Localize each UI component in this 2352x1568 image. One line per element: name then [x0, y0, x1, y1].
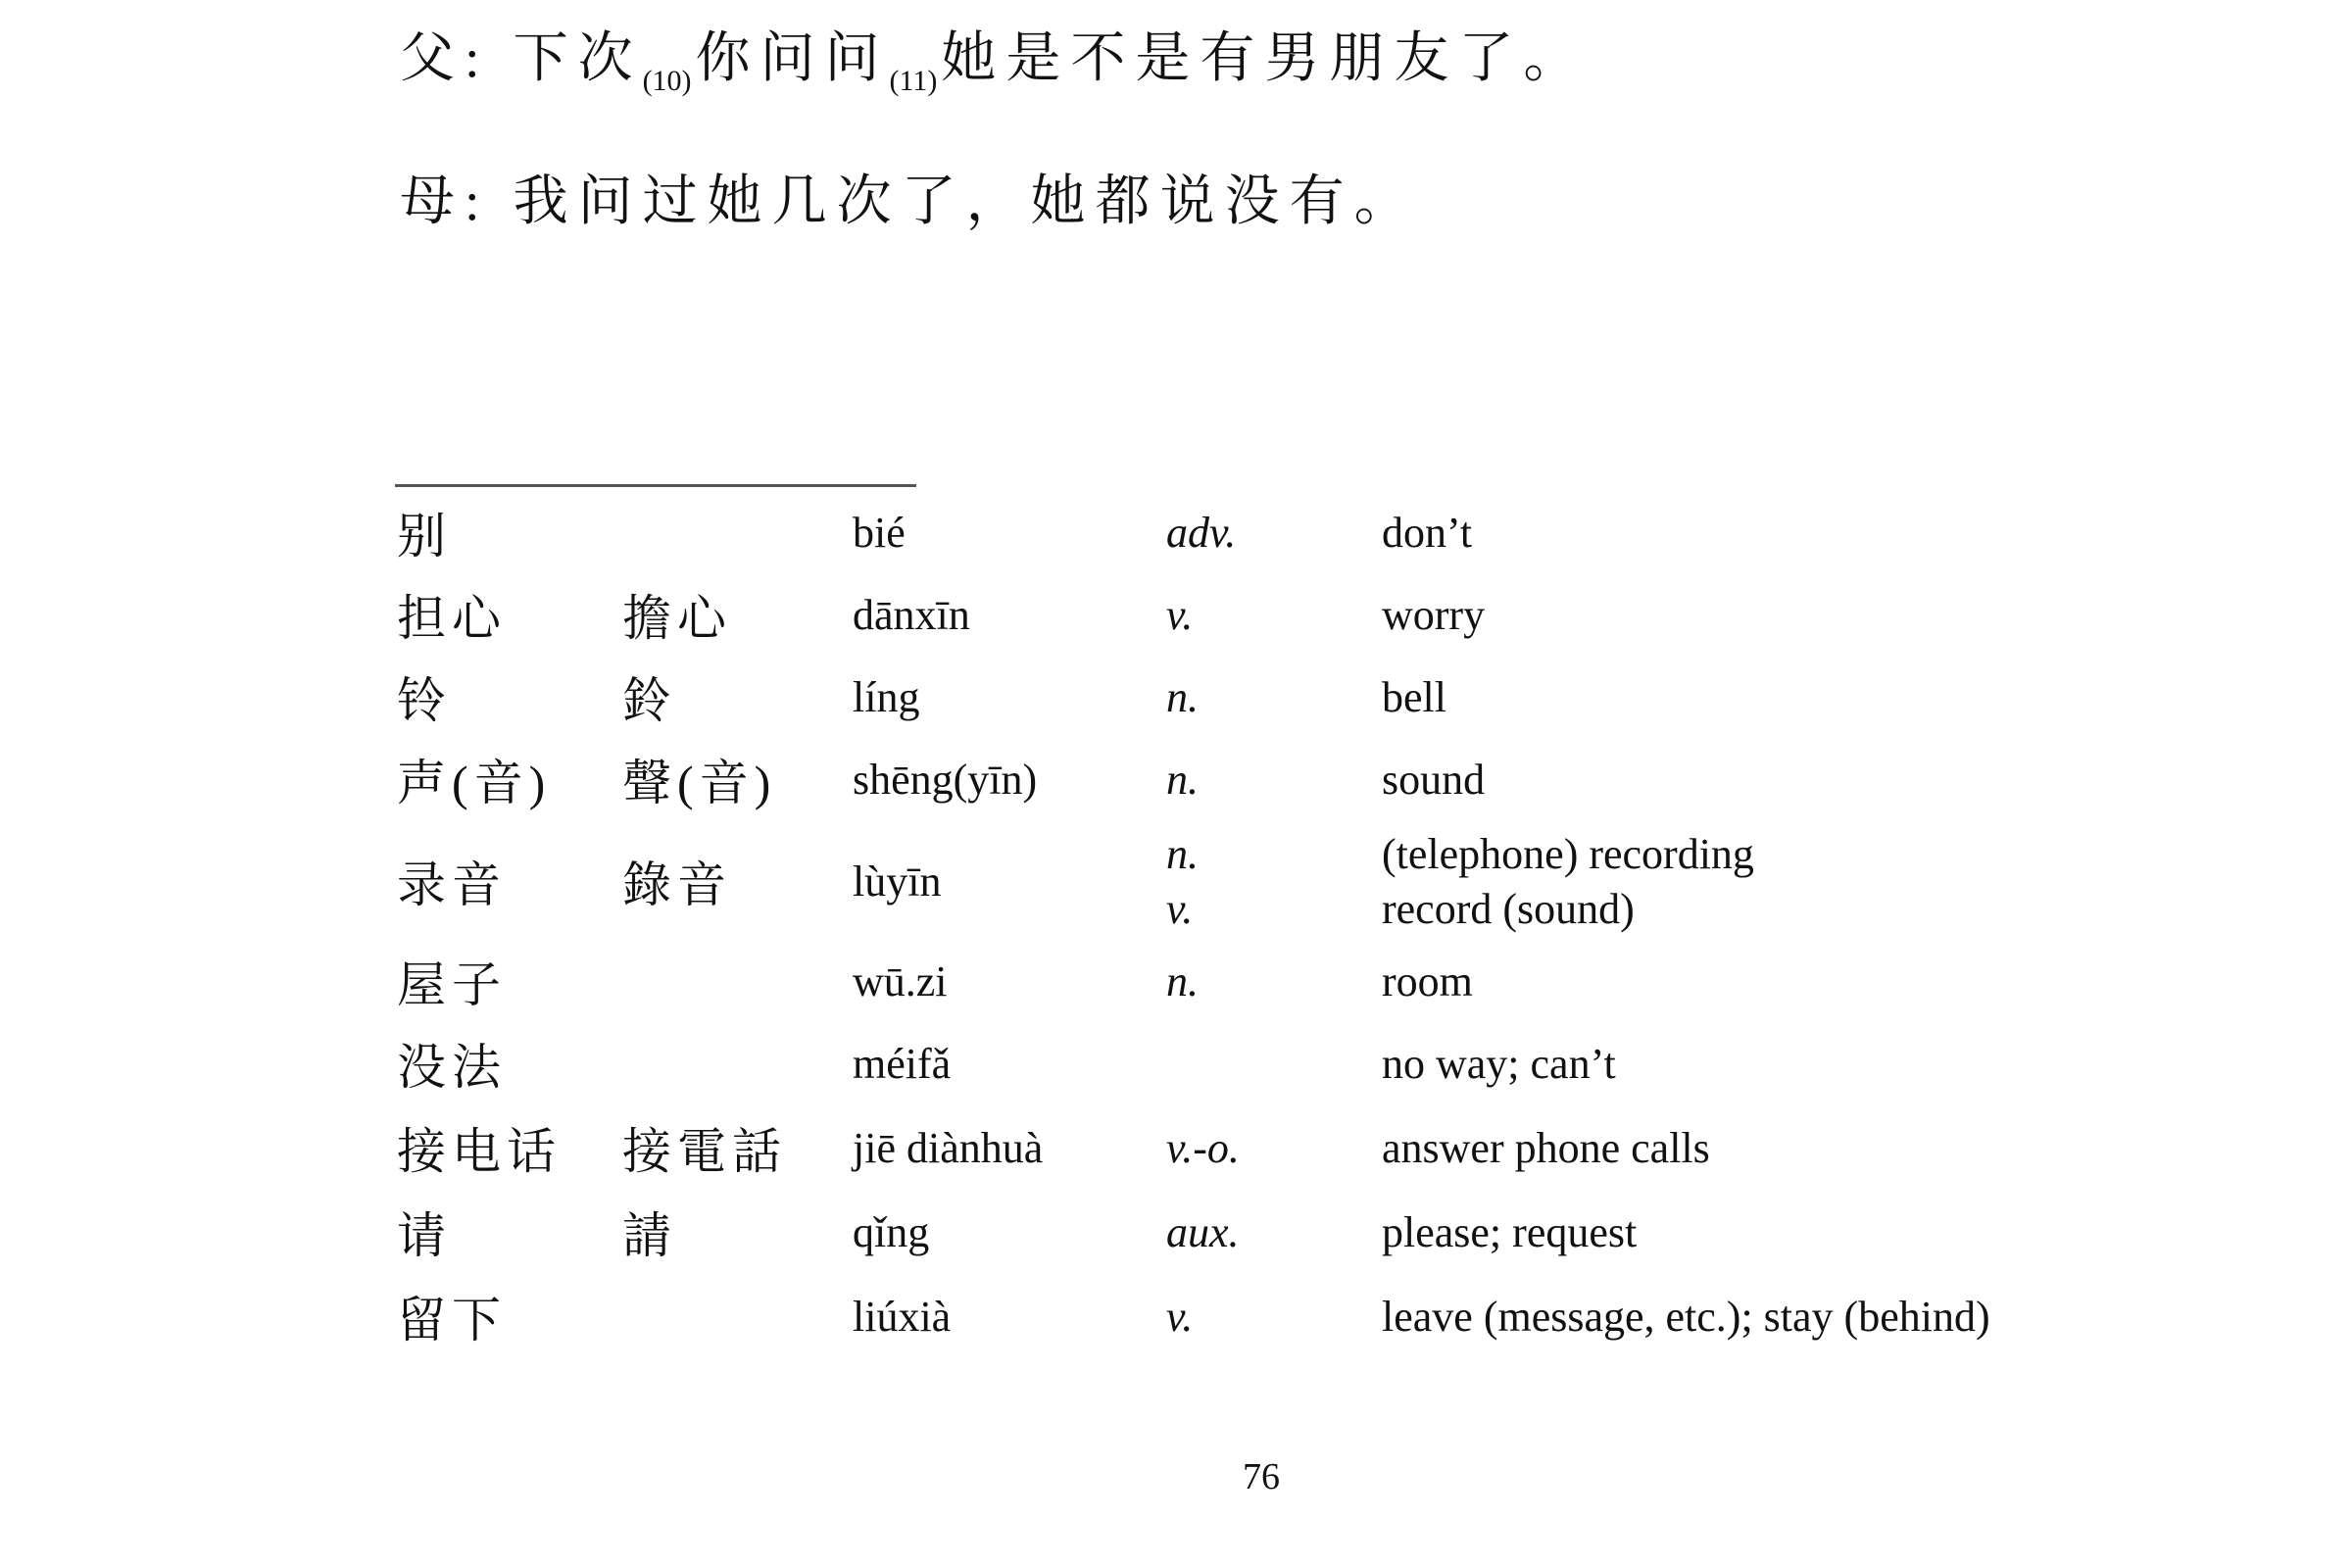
- pinyin: lùyīn: [853, 858, 942, 906]
- note-marker: (10): [642, 65, 692, 97]
- note-marker: (11): [889, 65, 938, 97]
- simplified-chars: 声(音): [397, 756, 552, 810]
- definition: [1382, 673, 1446, 731]
- definition: [1382, 830, 1754, 943]
- part-of-speech-item: v.: [1166, 885, 1194, 933]
- part-of-speech-item: v.-o.: [1166, 1124, 1240, 1172]
- simplified-chars: 请: [397, 1208, 452, 1263]
- part-of-speech-item: n.: [1166, 957, 1199, 1005]
- simplified-chars: 留下: [397, 1293, 507, 1348]
- traditional-chars: 錄音: [622, 858, 732, 912]
- part-of-speech: [1166, 673, 1199, 731]
- part-of-speech: [1166, 957, 1199, 1015]
- part-of-speech: [1166, 1293, 1194, 1350]
- traditional-chars: 接電話: [622, 1124, 787, 1179]
- vocabulary-divider: [395, 484, 916, 487]
- definition-item: leave (message, etc.); stay (behind): [1382, 1293, 1990, 1341]
- pinyin: qǐng: [853, 1208, 930, 1256]
- traditional-chars: 聲(音): [622, 756, 777, 810]
- definition-item: don’t: [1382, 509, 1473, 557]
- part-of-speech-item: n.: [1166, 673, 1199, 721]
- traditional-chars: 鈴: [622, 673, 677, 728]
- definition-item: no way; can’t: [1382, 1040, 1616, 1088]
- simplified-chars: 铃: [397, 673, 452, 728]
- definition: [1382, 957, 1473, 1015]
- pinyin: shēng(yīn): [853, 756, 1038, 804]
- speaker-label: 父: [400, 28, 465, 89]
- part-of-speech-item: v.: [1166, 591, 1194, 639]
- part-of-speech-item: adv.: [1166, 509, 1237, 557]
- part-of-speech-item: n.: [1166, 756, 1199, 804]
- definition: [1382, 1208, 1638, 1266]
- pinyin: bié: [853, 509, 906, 557]
- definition: [1382, 1293, 1990, 1350]
- part-of-speech-item: n.: [1166, 830, 1199, 878]
- part-of-speech: [1166, 1124, 1240, 1182]
- part-of-speech: [1166, 756, 1199, 813]
- definition: [1382, 1124, 1710, 1182]
- pinyin: méifǎ: [853, 1040, 952, 1088]
- dialogue-line-mother: [400, 172, 1419, 232]
- pinyin: liúxià: [853, 1293, 952, 1341]
- simplified-chars: 没法: [397, 1040, 507, 1095]
- speaker-label: 母: [400, 172, 465, 232]
- definition: [1382, 509, 1473, 566]
- definition-item: worry: [1382, 591, 1486, 639]
- traditional-chars: 擔心: [622, 591, 732, 646]
- dialogue-text: 她是不是有男朋友了。: [941, 28, 1589, 89]
- simplified-chars: 屋子: [397, 957, 507, 1012]
- definition-item: sound: [1382, 756, 1486, 804]
- part-of-speech-item: v.: [1166, 1293, 1194, 1341]
- definition-item: record (sound): [1382, 885, 1635, 933]
- dialogue-text: 你问问: [695, 28, 890, 89]
- speaker-colon: :: [465, 172, 490, 232]
- dialogue-line-father: [400, 28, 1589, 97]
- traditional-chars: 請: [622, 1208, 677, 1263]
- simplified-chars: 担心: [397, 591, 507, 646]
- definition: [1382, 1040, 1616, 1098]
- definition-item: room: [1382, 957, 1473, 1005]
- pinyin: wū.zi: [853, 957, 948, 1005]
- part-of-speech: [1166, 830, 1199, 943]
- part-of-speech: [1166, 591, 1194, 649]
- pinyin: líng: [853, 673, 920, 721]
- definition-item: please; request: [1382, 1208, 1638, 1256]
- definition-item: bell: [1382, 673, 1446, 721]
- definition: [1382, 756, 1486, 813]
- simplified-chars: 接电话: [397, 1124, 562, 1179]
- simplified-chars: 别: [397, 509, 452, 564]
- simplified-chars: 录音: [397, 858, 507, 912]
- speaker-colon: :: [465, 28, 490, 89]
- definition: [1382, 591, 1486, 649]
- definition-item: (telephone) recording: [1382, 830, 1754, 878]
- part-of-speech-item: aux.: [1166, 1208, 1240, 1256]
- dialogue-text: 我问过她几次了，她都说没有。: [513, 172, 1419, 232]
- definition-item: answer phone calls: [1382, 1124, 1710, 1172]
- dialogue-text: 下次: [513, 28, 643, 89]
- pinyin: dānxīn: [853, 591, 970, 639]
- page-number: 76: [1243, 1456, 1280, 1497]
- pinyin: jiē diànhuà: [853, 1124, 1044, 1172]
- part-of-speech: [1166, 1208, 1240, 1266]
- part-of-speech: [1166, 509, 1237, 566]
